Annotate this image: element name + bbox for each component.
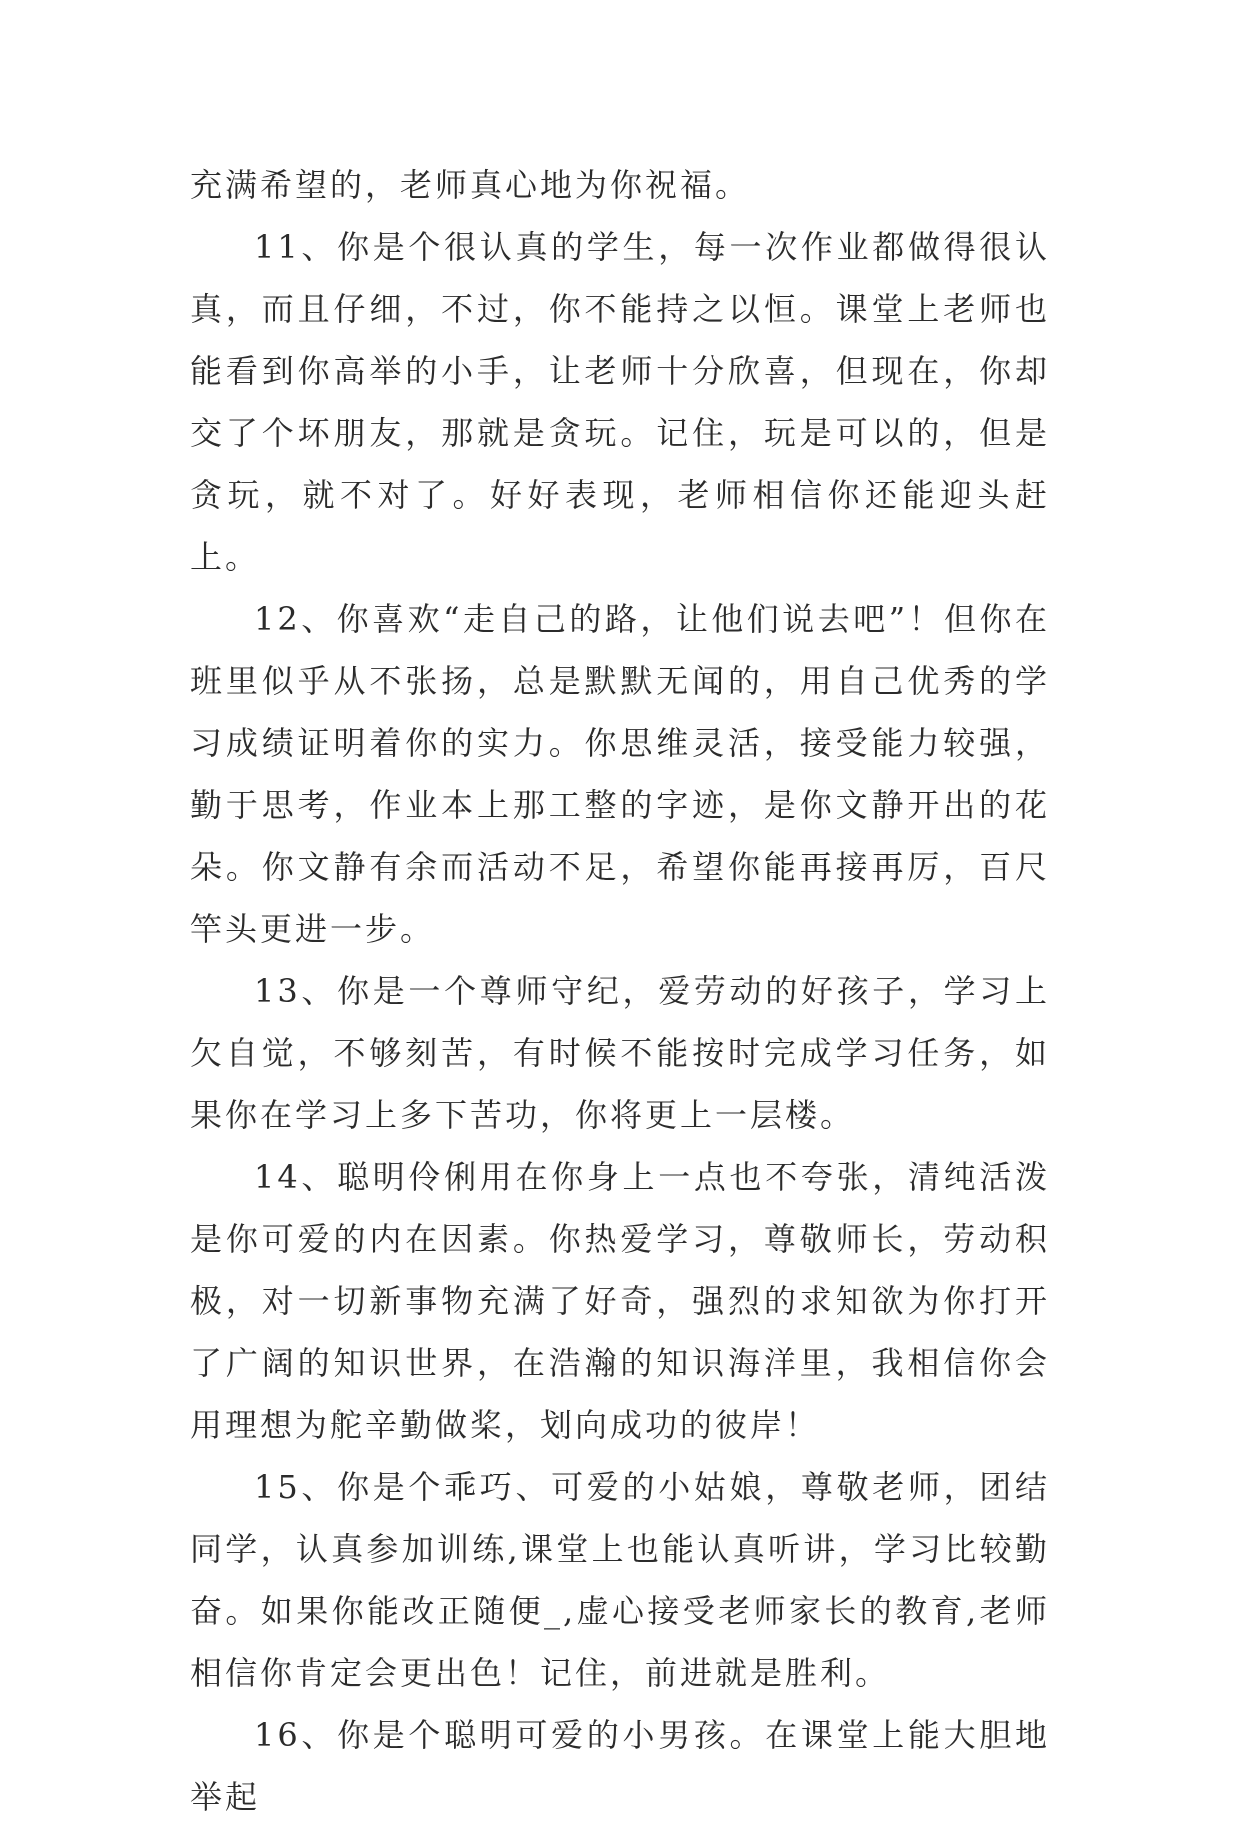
paragraph-comment-13: 13、你是一个尊师守纪，爱劳动的好孩子，学习上欠自觉，不够刻苦，有时候不能按时完成学习任务，如果你在学习上多下苦功，你将更上一层楼。 — [190, 972, 1050, 1134]
paragraph-comment-11: 11、你是个很认真的学生，每一次作业都做得很认真，而且仔细，不过，你不能持之以恒。课堂上老师也能看到你高举的小手，让老师十分欣喜，但现在，你却交了个坏朋友，那就是贪玩。记住，玩是可以的，但是贪玩，就不对了。好好表现，老师相信你还能迎头赶上。 — [190, 228, 1050, 576]
paragraph-comment-15: 15、你是个乖巧、可爱的小姑娘，尊敬老师，团结同学，认真参加训练,课堂上也能认真听讲，学习比较勤奋。如果你能改正随便_,虚心接受老师家长的教育,老师相信你肯定会更出色！记住，前进就是胜利。 — [190, 1468, 1050, 1692]
paragraph-comment-12: 12、你喜欢“走自己的路，让他们说去吧”！但你在班里似乎从不张扬，总是默默无闻的，用自己优秀的学习成绩证明着你的实力。你思维灵活，接受能力较强，勤于思考，作业本上那工整的字迹，是你文静开出的花朵。你文静有余而活动不足，希望你能再接再厉，百尺竿头更进一步。 — [190, 600, 1050, 948]
paragraph-comment-16: 16、你是个聪明可爱的小男孩。在课堂上能大胆地举起 — [190, 1716, 1050, 1816]
document-body — [190, 154, 1050, 1828]
paragraph-continuation: 充满希望的，老师真心地为你祝福。 — [190, 166, 751, 204]
paragraph-comment-14: 14、聪明伶俐用在你身上一点也不夸张，清纯活泼是你可爱的内在因素。你热爱学习，尊敬师长，劳动积极，对一切新事物充满了好奇，强烈的求知欲为你打开了广阔的知识世界，在浩瀚的知识海洋里，我相信你会用理想为舵辛勤做桨，划向成功的彼岸！ — [190, 1158, 1050, 1444]
